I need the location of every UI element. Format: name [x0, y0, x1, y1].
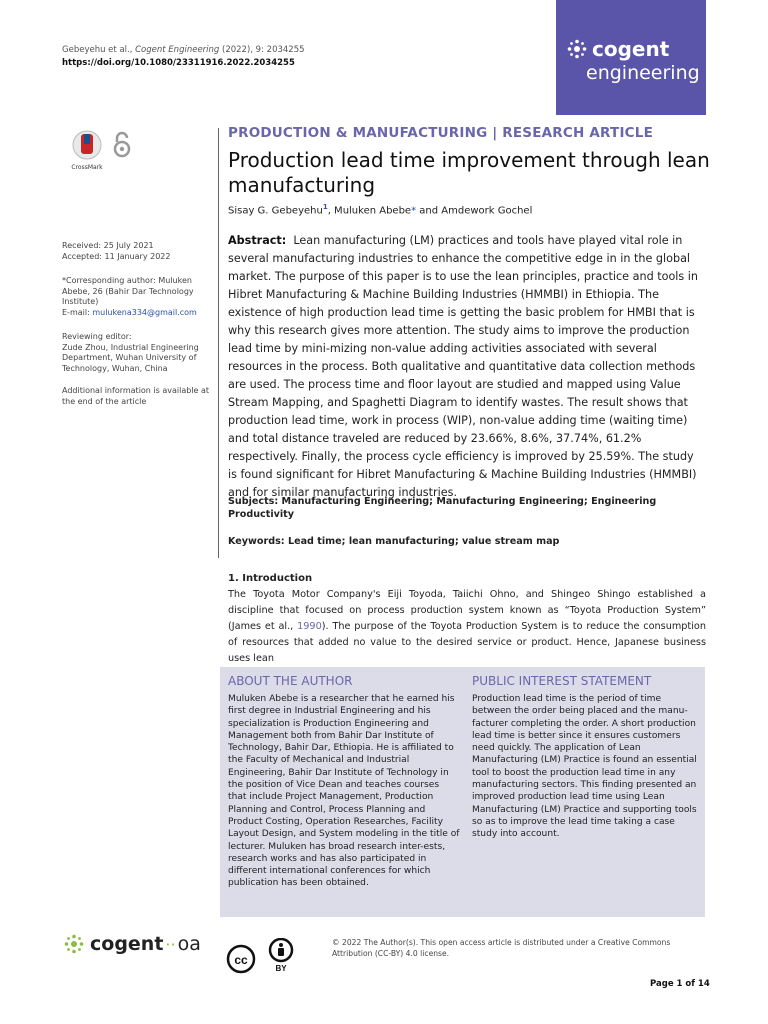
about-author-heading: ABOUT THE AUTHOR: [228, 674, 353, 688]
received-date: Received: 25 July 2021: [62, 241, 154, 250]
intro-heading: 1. Introduction: [228, 573, 313, 584]
attribution-icon: [267, 938, 295, 974]
logo-dots: ··: [165, 934, 176, 954]
corresponding-block: [62, 276, 212, 318]
header-citation: [62, 44, 305, 70]
author-3[interactable]: and Amdework Gochel: [416, 205, 533, 217]
divider-vertical: [218, 128, 219, 558]
additional-info: Additional information is available at the end of the article: [62, 386, 210, 406]
affiliation-mark[interactable]: 1: [322, 203, 328, 211]
author-1[interactable]: Sisay G. Gebeyehu: [228, 205, 323, 217]
by-text: BY: [275, 964, 287, 973]
about-author-text: Muluken Abebe is a researcher that he earned his first degree in Industrial Engineering and his specialization is Production Engineering and Management both from Bahir Dar Institute of Technology, Bahir Dar, Ethiopia. He is affiliated to the Faculty of Mechanical and Industrial Engineering, Bahir Dar Institute of Technology in the position of Vice Dean and teaches courses that include Project Management, Production Planning and Control, Process Planning and Product Costing, Operation Researches, Facility Layout Design, and System modeling in the title of lecturer. Muluken has broad research inter-ests, research works and has also participated in different international conferences for which publication has been obtained.: [228, 694, 460, 889]
abstract-text: Lean manufacturing (LM) practices and tools have played vital role in several manufacturing industries to enhance the competitive edge in in the global market. The purpose of this paper is to use the lean principles, practice and tools in Hibret Manufacturing & Machine Building Industries (HMMBI) in Ethiopia. The existence of high production lead time is getting the basic problem for HMBI that is why this research gives more attention. The study aims to improve the production lead time by mini-mizing non-value adding activities associated with several resources in the process. Both qualitative and quantitative data collection methods are used. The process time and floor layout are studied and mapped using Value Stream Mapping, and Spaghetti Diagram to identify wastes. The result shows that production lead time, work in process (WIP), non-value adding time (waiting time) and total distance traveled are reduced by 23.66%, 8.6%, 37.74%, 61.2% respectively. Finally, the process cycle efficiency is improved by 25.59%. The study is found significant for Hibret Manufacturing & Machine Building Industries (HMMBI) and for similar manufacturing industries.: [228, 234, 698, 499]
logo-oa: oa: [177, 933, 201, 955]
public-interest-heading: PUBLIC INTEREST STATEMENT: [472, 674, 652, 688]
section-label: PRODUCTION & MANUFACTURING | RESEARCH ARTICLE: [228, 125, 654, 141]
author-list: [228, 203, 532, 216]
page-number: Page 1 of 14: [650, 979, 710, 989]
accepted-date: Accepted: 11 January 2022: [62, 251, 171, 261]
subjects: Subjects: Manufacturing Engineering; Manufacturing Engineering; Engineering Productivity: [228, 496, 657, 520]
reviewing-editor-label: Reviewing editor:: [62, 332, 132, 341]
abstract: [228, 232, 706, 502]
abstract-label: Abstract:: [228, 234, 287, 247]
license-text: © 2022 The Author(s). This open access article is distributed under a Creative Commons Attribution (CC-BY) 4.0 license.: [332, 938, 671, 958]
cogent-oa-logo: [62, 933, 201, 955]
keywords: Keywords: Lead time; lean manufacturing; value stream map: [228, 536, 560, 547]
open-access-icon: [112, 130, 132, 164]
crossmark-badge[interactable]: [70, 130, 104, 171]
author-statement-box: [220, 667, 705, 917]
brand-cogent: cogent: [592, 37, 670, 61]
creative-commons-icon: [226, 944, 256, 974]
logo-cogent: cogent: [90, 933, 164, 955]
intro-text-b: ). The purpose of the Toyota Production System is to reduce the consumption of resources that added no value to the desired service or product. Hence, Japanese business uses lean: [228, 621, 706, 664]
cc-license-icons[interactable]: [226, 938, 295, 978]
intro-text-a: The Toyota Motor Company's Eiji Toyoda, Taiichi Ohno, and Shingeo Shingo established a discipline that focused on process production system known as “Toyota Production System” (James et al.,: [228, 589, 706, 632]
citation-prefix: Gebeyehu et al.,: [62, 45, 136, 55]
crossmark-icon: [70, 130, 104, 160]
dates-block: [62, 241, 212, 262]
doi-link[interactable]: https://doi.org/10.1080/23311916.2022.2034255: [62, 58, 295, 68]
intro-text: [228, 587, 706, 667]
reviewer-block: [62, 332, 212, 374]
cc-text: cc: [234, 953, 248, 967]
corresponding-mark[interactable]: *: [411, 205, 417, 217]
author-2[interactable]: , Muluken Abebe: [327, 205, 412, 217]
public-interest-text: Production lead time is the period of time between the order being placed and the manu-facturer completing the order. A short production lead time is better since it ensures customers need quickly. The application of Lean Manufacturing (LM) Practice is found an essential tool to boost the production lead time in any manufacturing sectors. This finding presented an improved production lead time using Lean Manufacturing (LM) Practice and supporting tools so as to improve the lead time taking a case study into account.: [472, 694, 697, 840]
crossmark-label: CrossMark: [71, 164, 103, 171]
citation-link[interactable]: 1990: [297, 621, 322, 632]
citation-suffix: (2022), 9: 2034255: [219, 45, 305, 55]
brand-engineering: engineering: [586, 62, 700, 84]
reviewing-editor: Zude Zhou, Industrial Engineering Department, Wuhan University of Technology, Wuhan, China: [62, 342, 199, 373]
email-link[interactable]: mulukena334@gmail.com: [92, 307, 197, 317]
cogent-dots-icon: [566, 38, 588, 60]
cogent-dots-icon: [62, 933, 86, 955]
journal-brand-box: [556, 0, 706, 115]
email-label: E-mail:: [62, 307, 93, 317]
article-title: Production lead time improvement through lean manufacturing: [228, 148, 710, 197]
journal-name: Cogent Engineering: [135, 45, 220, 55]
corresponding-author: *Corresponding author: Muluken Abebe, 26 (Bahir Dar Technology Institute): [62, 276, 194, 306]
